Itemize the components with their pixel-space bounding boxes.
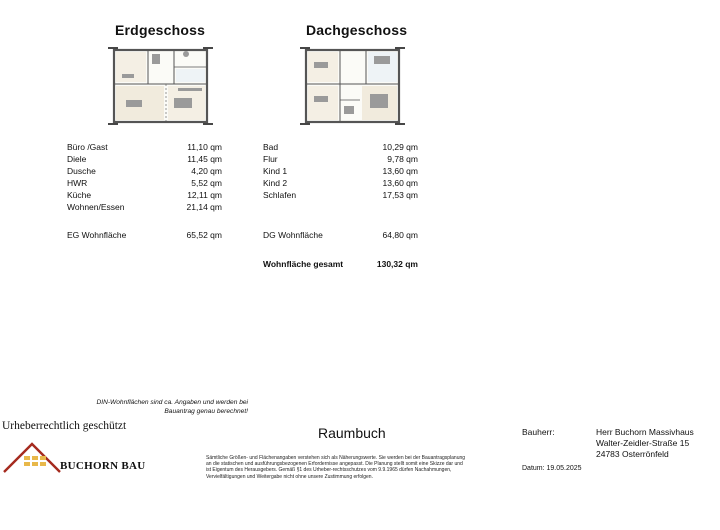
bauherr-address: [596, 427, 694, 460]
room-name: Diele: [67, 154, 87, 164]
disclaimer: [206, 455, 506, 480]
company-logo: [2, 436, 62, 476]
disclaimer-line: an die statischen und ausführungsbezogenen Erfordernisse angepasst. Die Planung stellt somit eine Skizze dar und: [206, 461, 463, 468]
eg-room-list: [67, 141, 222, 221]
dg-total-area: 64,80 qm: [382, 230, 418, 240]
address-line: Walter-Zeidler-Straße 15: [596, 438, 690, 448]
room-area: 11,45 qm: [187, 154, 222, 164]
list-item: [67, 153, 222, 165]
logo-text: BUCHORN BAU: [60, 460, 146, 472]
room-name: Kind 2: [263, 178, 288, 188]
eg-total: [67, 229, 222, 241]
din-note-line: DIN-Wohnflächen sind ca. Angaben und werden bei: [96, 399, 248, 406]
room-name: HWR: [67, 178, 88, 188]
address-line: 24783 Osterrönfeld: [596, 449, 669, 459]
room-name: Küche: [67, 190, 92, 200]
room-name: Dusche: [67, 166, 96, 176]
room-area: 12,11 qm: [187, 190, 222, 200]
bauherr-label: Bauherr:: [522, 427, 555, 437]
room-area: 4,20 qm: [191, 166, 222, 176]
room-name: Schlafen: [263, 190, 297, 200]
din-note-line: Bauantrag genau berechnet!: [164, 408, 248, 415]
date: Datum: 19.05.2025: [522, 465, 582, 472]
list-item: [263, 153, 418, 165]
dg-floor-plan: [300, 42, 405, 130]
list-item: [67, 189, 222, 201]
disclaimer-line: ist Eigentum des Herausgebers. Gemäß §1 des Urheber-rechtsschutzes vom 9.9.1965 dürfen Nachahmungen,: [206, 467, 452, 474]
list-item: [67, 201, 222, 213]
room-area: 13,60 qm: [382, 178, 418, 188]
copyright-notice: Urheberrechtlich geschützt: [2, 420, 127, 432]
list-item: [67, 177, 222, 189]
room-area: 17,53 qm: [382, 190, 418, 200]
room-area: 10,29 qm: [382, 142, 418, 152]
disclaimer-line: Sämtliche Größen- und Flächenangaben verstehen sich als Näherungswerte. Sie werden bei der Bauantragsplanung: [206, 455, 466, 461]
address-line: Herr Buchorn Massivhaus: [596, 427, 694, 437]
list-item: [263, 177, 418, 189]
list-item: [263, 141, 418, 153]
list-item: [67, 165, 222, 177]
list-item: [263, 165, 418, 177]
room-name: Büro /Gast: [67, 142, 108, 152]
window-grid-icon: [24, 456, 46, 466]
room-area: 5,52 qm: [191, 178, 222, 188]
room-name: Flur: [263, 154, 278, 164]
grand-total-area: 130,32 qm: [376, 259, 418, 269]
eg-floor-plan: [108, 42, 213, 130]
list-item: [263, 189, 418, 201]
document-title: Raumbuch: [318, 425, 386, 441]
room-name: Kind 1: [263, 166, 288, 176]
eg-total-area: 65,52 qm: [186, 230, 222, 240]
eg-title: Erdgeschoss: [115, 22, 206, 38]
disclaimer-line: Vervielfältigungen und Weitergabe nicht ohne unsere Zustimmung erfolgen.: [206, 473, 373, 480]
din-note: [40, 398, 248, 416]
dg-room-list: [263, 141, 418, 211]
grand-total: [263, 258, 418, 270]
room-area: 11,10 qm: [187, 142, 222, 152]
dg-title: Dachgeschoss: [306, 22, 408, 38]
room-name: Bad: [263, 142, 279, 152]
room-area: 13,60 qm: [382, 166, 418, 176]
room-area: 21,14 qm: [186, 202, 222, 212]
dg-total-label: DG Wohnfläche: [263, 230, 323, 240]
grand-total-label: Wohnfläche gesamt: [263, 259, 344, 269]
list-item: [67, 141, 222, 153]
eg-total-label: EG Wohnfläche: [67, 230, 127, 240]
room-area: 9,78 qm: [387, 154, 418, 164]
dg-total: [263, 229, 418, 241]
room-name: Wohnen/Essen: [67, 202, 125, 212]
